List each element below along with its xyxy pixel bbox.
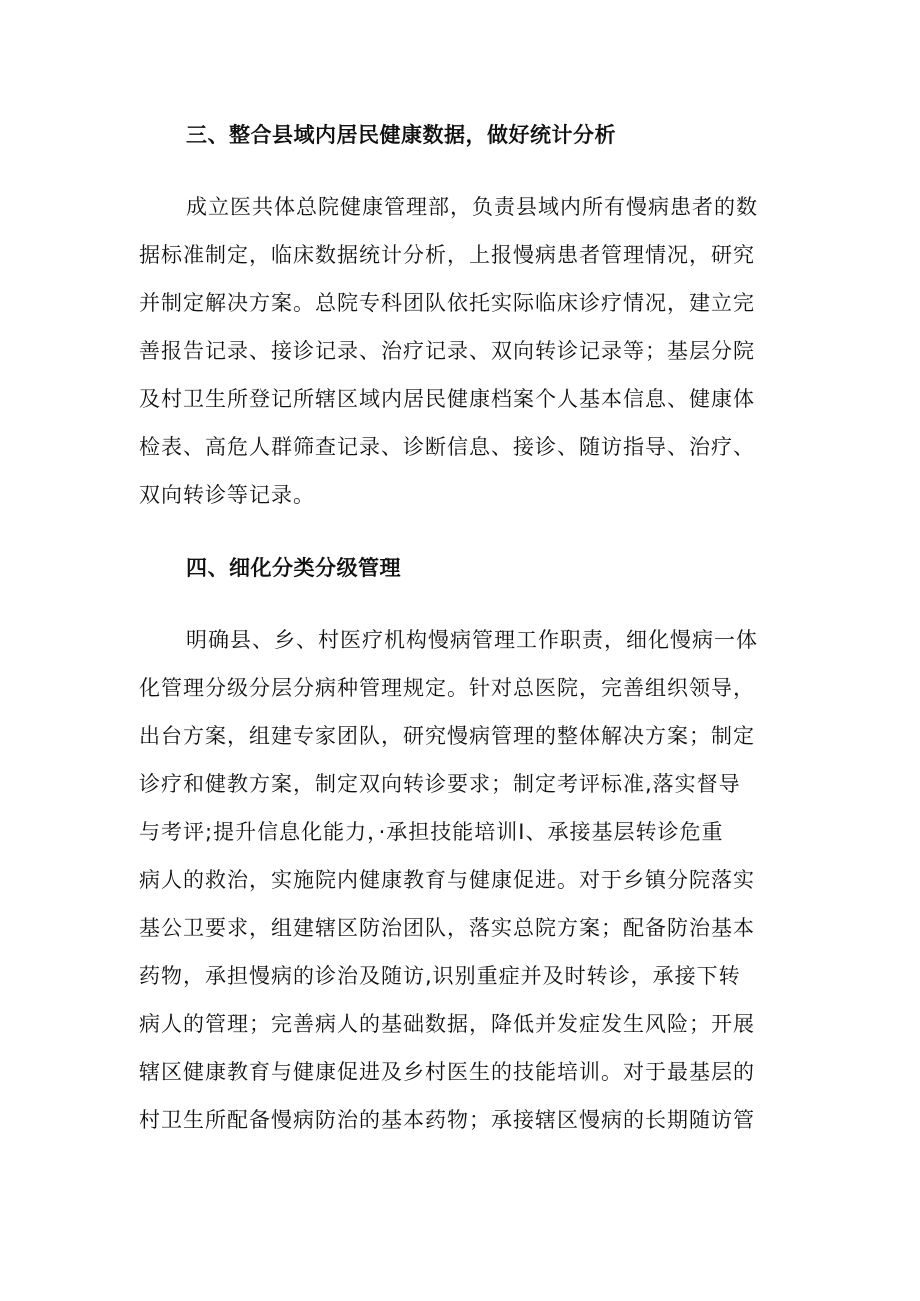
section-3-paragraph-line: 善报告记录、接诊记录、治疗记录、双向转诊记录等；基层分院 (139, 339, 755, 363)
section-4-paragraph-line: 与考评;提升信息化能力，·承担技能培训I、承接基层转诊危重 (139, 820, 724, 844)
section-3-heading: 三、整合县域内居民健康数据，做好统计分析 (186, 123, 616, 147)
section-3-paragraph-line: 并制定解决方案。总院专科团队依托实际临床诊疗情况，建立完 (139, 291, 755, 315)
section-4-heading: 四、细化分类分级管理 (186, 556, 401, 580)
section-3-paragraph-line: 及村卫生所登记所辖区域内居民健康档案个人基本信息、健康体 (139, 387, 755, 411)
section-4-paragraph-line: 村卫生所配备慢病防治的基本药物；承接辖区慢病的长期随访管 (139, 1108, 755, 1132)
section-4-paragraph-line: 基公卫要求，组建辖区防治团队，落实总院方案；配备防治基本 (139, 916, 755, 940)
section-3-paragraph-line: 据标准制定，临床数据统计分析，上报慢病患者管理情况，研究 (139, 243, 755, 267)
section-3-paragraph-line: 成立医共体总院健康管理部，负责县域内所有慢病患者的数 (186, 195, 758, 219)
section-4-paragraph-line: 出台方案，组建专家团队，研究慢病管理的整体解决方案；制定 (139, 724, 755, 748)
section-4-paragraph-line: 化管理分级分层分病种管理规定。针对总医院，完善组织领导， (139, 676, 755, 700)
section-4-paragraph-line: 药物，承担慢病的诊治及随访,识别重症并及时转诊，承接下转 (139, 964, 741, 988)
section-4-paragraph-line: 辖区健康教育与健康促进及乡村医生的技能培训。对于最基层的 (139, 1060, 755, 1084)
section-4-paragraph-line: 诊疗和健教方案，制定双向转诊要求；制定考评标准,落实督导 (139, 772, 741, 796)
section-4-paragraph-line: 病人的救治，实施院内健康教育与健康促进。对于乡镇分院落实 (139, 868, 755, 892)
section-4-paragraph-line: 明确县、乡、村医疗机构慢病管理工作职责，细化慢病一体 (186, 628, 758, 652)
section-3-paragraph-line: 双向转诊等记录。 (139, 483, 315, 507)
section-3-paragraph-line: 检表、高危人群筛查记录、诊断信息、接诊、随访指导、治疗、 (139, 435, 755, 459)
section-4-paragraph-line: 病人的管理；完善病人的基础数据，降低并发症发生风险；开展 (139, 1012, 755, 1036)
